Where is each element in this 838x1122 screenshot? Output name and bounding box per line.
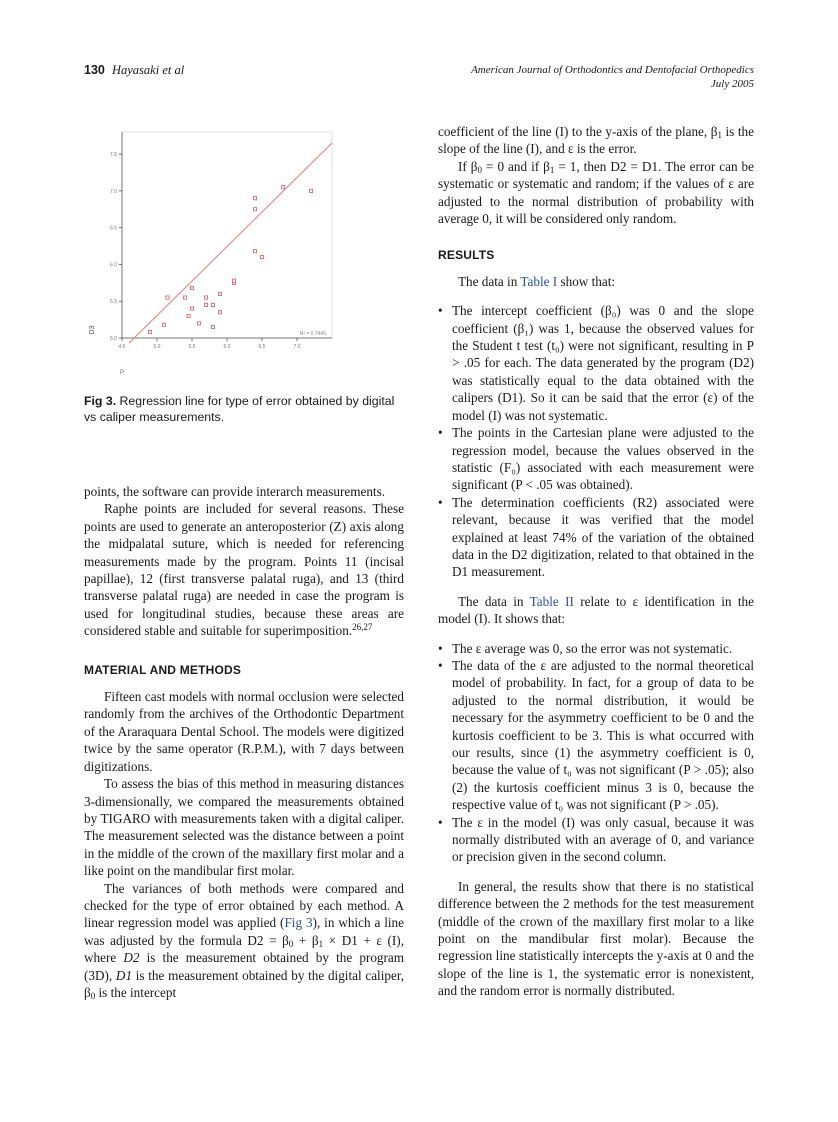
plot-area — [122, 132, 332, 338]
error-list — [438, 640, 754, 866]
data-point — [281, 186, 284, 189]
data-point — [148, 331, 151, 334]
running-header-left — [84, 63, 184, 78]
citation-ref: 26,27 — [352, 622, 373, 633]
y-tick-label: 6.0 — [110, 262, 117, 269]
figure-caption-text: Regression line for type of error obtained by digital vs caliper measurements. — [84, 394, 395, 424]
data-point — [204, 303, 207, 306]
section-heading: RESULTS — [438, 248, 495, 263]
y-tick-label: 5.0 — [110, 336, 117, 342]
paragraph: Raphe points are included for several reasons. These points are used to generate an anteroposterior (Z) axis along the midpalatal suture, which is needed for referencing measurements made by the program. Points 11 (incisal papillae), 12 (first transverse palatal ruga), and 13 (third transverse palatal ruga) are needed in case the program is used for longitudinal studies, because these areas are considered stable and suitable for superimposition.$^{26,27}$ — [84, 501, 404, 639]
y-tick-label: 7.5 — [110, 152, 117, 159]
paragraph: The variances of both methods were compared and checked for the type of error obtained by each method. A linear regression model was applied (Fig 3), in which a line was adjusted by the formula $D2 = \beta_0 + \beta_1 \times D1 + \varepsilon$ (I), where D2 is the measurement obtained by the program (3D), D1 is the measurement obtained by the digital caliper, $\beta_0$ is the intercept — [84, 880, 405, 1001]
paragraph: In general, the results show that there is no statistical difference between the 2 methods for the test measurement (middle of the crown of the maxillary first molar to a like point on the mandibular first molar). Because the regression line statistically intercepts the y-axis at 0 and the slope of the line is 1, the systematic error is nonexistent, and the random error is normally distributed. — [438, 878, 754, 999]
data-point — [309, 189, 312, 192]
running-authors: Hayasaki et al — [111, 63, 185, 77]
table-link[interactable]: Table II — [529, 593, 574, 609]
data-point — [204, 296, 207, 299]
results-list — [438, 302, 754, 581]
figure-caption — [84, 394, 404, 425]
x-axis-label: P — [119, 370, 125, 376]
page-number: 130 — [84, 63, 105, 77]
data-point — [211, 303, 214, 306]
paragraph: The data in Table II relate to ε identification in the model (I). It shows that: — [438, 593, 754, 627]
x-tick-label: 7.0 — [293, 344, 301, 350]
y-tick-label: 5.5 — [110, 299, 117, 306]
paragraph: Fifteen cast models with normal occlusion were selected randomly from the archives of the Orthodontic Department of the Araraquara Dental School. The models were digitized twice by the same operator (R.P.M.), with 7 days between digitizations. — [84, 689, 404, 774]
data-point — [260, 255, 263, 258]
data-point — [183, 296, 186, 299]
data-point — [197, 322, 200, 325]
list-item: • The ε average was 0, so the error was not systematic. — [438, 640, 754, 657]
x-tick-label: 4.5 — [118, 344, 126, 350]
r-squared-annotation: R² = 0.7445 — [299, 331, 326, 337]
y-axis-label: D3 — [89, 325, 96, 335]
running-header-right — [471, 63, 754, 91]
data-point — [211, 325, 214, 328]
issue-date: July 2005 — [710, 78, 754, 90]
figure-link[interactable]: Fig 3 — [284, 915, 313, 931]
list-item: • The points in the Cartesian plane were adjusted to the regression model, because the values observed in the statistic (F₀) associated with each measurement were significant (P < .05 was obtained). — [438, 424, 754, 494]
data-point — [187, 314, 190, 317]
data-point — [253, 250, 256, 253]
x-tick-label: 6.5 — [258, 344, 266, 350]
list-item: • The data of the ε are adjusted to the normal theoretical model of probability. In fact, for a group of data to be adjusted to the normal distribution, it would be necessary for the asymmetry coefficient to be 0 and the kurtosis coefficient to be 3. This is what occurred with our results, since (1) the asymmetry coefficient is 0, because the value of t₀ was not significant (P > .05); also (2) the kurtosis coefficient minus 3 is 0, because the respective value of t₀ was not significant (P > .05). — [438, 657, 754, 814]
list-item: • The determination coefficients (R2) associated were relevant, because it was verified that the model explained at least 74% of the variation of the obtained data in the D2 digitization, related to that obtained in the D1 measurement. — [438, 494, 754, 581]
data-point — [190, 286, 193, 289]
data-point — [218, 292, 221, 295]
x-tick-label: 6.0 — [223, 344, 231, 350]
data-point — [162, 323, 165, 326]
data-point — [218, 311, 221, 314]
data-point — [253, 197, 256, 200]
data-point — [253, 208, 256, 211]
data-point — [232, 279, 235, 282]
data-point — [166, 296, 169, 299]
x-tick-label: 5.0 — [153, 344, 161, 350]
journal-name: American Journal of Orthodontics and Dentofacial Orthopedics — [471, 64, 754, 76]
paragraph: If $\beta_0 = 0$ and if $\beta_1 = 1$, then D2 = D1. The error can be systematic or systematic and random; if the values of ε are adjusted to the normal distribution of probability with average 0, it will be considered only random. — [438, 158, 754, 227]
paragraph: points, the software can provide interarch measurements. — [84, 484, 386, 499]
data-point — [190, 307, 193, 310]
right-column — [438, 123, 754, 1000]
paragraph: The data in Table I show that: — [458, 273, 616, 289]
list-item: • The intercept coefficient (β₀) was 0 and the slope coefficient (β₁) was 1, because the observed values for the Student t test (t₀) were not significant, resulting in P > .05 for each. The data generated by the program (D2) was statistically equal to the data obtained with the calipers (D1). So it can be said that the error (ε) of the model (I) was not systematic. — [438, 302, 754, 424]
y-tick-label: 6.5 — [110, 225, 117, 232]
x-tick-label: 5.5 — [188, 344, 196, 350]
y-tick-label: 7.0 — [110, 188, 117, 195]
section-heading: MATERIAL AND METHODS — [84, 662, 242, 677]
table-link[interactable]: Table I — [520, 273, 558, 289]
list-item: • The ε in the model (I) was only casual, because it was normally distributed with an average of 0, and variance or precision given in the second column. — [438, 814, 754, 866]
left-column — [84, 483, 404, 1001]
figure-label: Fig 3. — [84, 394, 117, 408]
paragraph: coefficient of the line (I) to the y-axis of the plane, $\beta_1$ is the slope of the line (I), and ε is the error. — [438, 124, 754, 157]
paragraph: To assess the bias of this method in measuring distances 3-dimensionally, we compared the measurements obtained by TIGARO with measurements taken with a digital caliper. The measurement selected was the distance between a point in the middle of the crown of the maxillary first molar and a like point on the mandibular first molar. — [84, 776, 404, 879]
regression-scatter-chart — [84, 124, 346, 379]
